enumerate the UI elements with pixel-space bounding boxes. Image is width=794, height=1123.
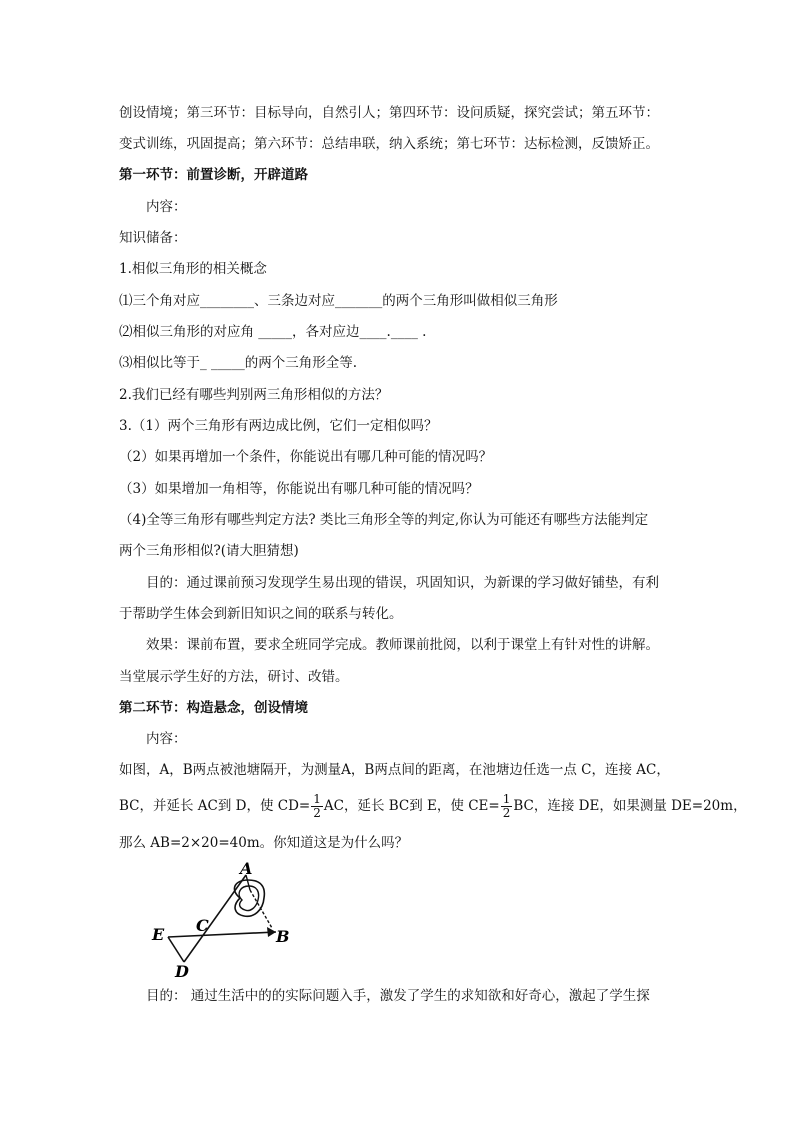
point-label-d: D (175, 962, 189, 980)
paragraph-line: 创设情境；第三环节：目标导向，自然引人；第四环节：设问质疑，探究尝试；第五环节： (119, 105, 659, 121)
arrowhead-b (267, 927, 276, 937)
fraction-half (311, 793, 323, 820)
purpose-line: 目的：通过课前预习发现学生易出现的错误，巩固知识，为新课的学习做好铺垫，有利 (146, 575, 659, 591)
line-a-d (184, 875, 246, 962)
point-label-a: A (240, 860, 253, 878)
content-label: 内容： (146, 199, 187, 215)
question-3c: （3）如果增加一角相等，你能说出有哪几种可能的情况吗？ (119, 481, 479, 497)
question-3d: （4)全等三角形有哪些判定方法? 类比三角形全等的判定,你认为可能还有哪些方法能判定 (119, 512, 649, 528)
pond-inner-outline (239, 886, 258, 911)
question-2: 2.我们已经有哪些判别两三角形相似的方法？ (119, 387, 389, 403)
question-3e: 两个三角形相似?(请大胆猜想) (119, 543, 299, 559)
question-3b: （2）如果再增加一个条件，你能说出有哪几种可能的情况吗？ (119, 449, 493, 465)
content-label: 内容： (146, 731, 187, 747)
point-label-b: B (276, 927, 290, 946)
question-1c: ⑶相似比等于_ _____的两个三角形全等. (119, 355, 358, 371)
question-3: 3.（1）两个三角形有两边成比例，它们一定相似吗？ (119, 418, 438, 434)
purpose-line: 于帮助学生体会到新旧知识之间的联系与转化。 (119, 606, 403, 622)
effect-line: 效果：课前布置，要求全班同学完成。教师课前批阅，以利于课堂上有针对性的讲解。 (146, 637, 659, 653)
problem-line: 如图，A，B两点被池塘隔开，为测量A，B两点间的距离，在池塘边任选一点 C，连接 AC， (119, 762, 670, 778)
fraction-numerator: 1 (502, 792, 511, 806)
fraction-denominator: 2 (502, 806, 511, 820)
line-e-d (168, 937, 184, 962)
point-label-e: E (152, 925, 165, 944)
problem-text: BC，连接 DE，如果测量 DE=20m， (513, 798, 747, 814)
question-1a: ⑴三个角对应________、三条边对应_______的两个三角形叫做相似三角形 (119, 293, 558, 309)
problem-line-fractions (119, 793, 747, 820)
problem-text: BC，并延长 AC到 D，使 CD= (119, 798, 311, 814)
knowledge-label: 知识储备： (119, 230, 187, 246)
point-label-c: C (196, 916, 209, 935)
line-e-b (168, 932, 276, 937)
fraction-denominator: 2 (313, 806, 321, 820)
section-heading-1: 第一环节：前置诊断，开辟道路 (119, 167, 308, 183)
effect-line: 当堂展示学生好的方法，研讨、改错。 (119, 669, 349, 685)
pond-triangle-diagram (146, 860, 306, 980)
problem-line: 那么 AB=2×20=40m。你知道这是为什么吗？ (119, 835, 409, 851)
section-heading-2: 第二环节：构造悬念，创设情境 (119, 700, 308, 716)
fraction-half (501, 793, 513, 820)
fraction-numerator: 1 (313, 792, 321, 806)
question-1b: ⑵相似三角形的对应角 _____，各对应边____.____ . (119, 324, 427, 340)
paragraph-line: 变式训练，巩固提高；第六环节：总结串联，纳入系统；第七环节：达标检测，反馈矫正。 (119, 136, 659, 152)
problem-text: AC，延长 BC到 E，使 CE= (323, 798, 500, 814)
question-1: 1.相似三角形的相关概念 (119, 261, 267, 277)
purpose-line-2: 目的： 通过生活中的的实际问题入手，激发了学生的求知欲和好奇心，激起了学生探 (146, 988, 650, 1004)
